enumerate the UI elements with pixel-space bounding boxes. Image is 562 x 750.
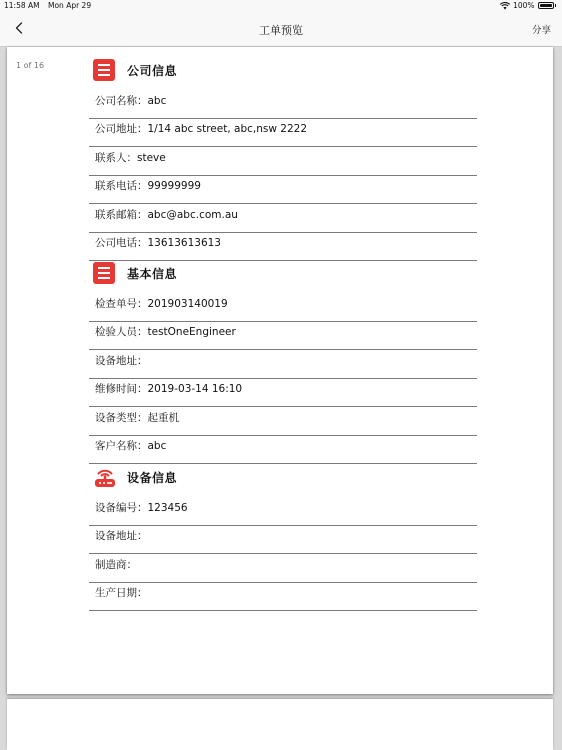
section-title: 公司信息 (127, 63, 178, 78)
status-left (4, 1, 91, 10)
field-manufacturer: 制造商： (89, 554, 477, 583)
section-header-equipment (93, 465, 177, 489)
next-page-preview[interactable] (7, 699, 553, 750)
router-icon (93, 465, 117, 489)
section-title: 设备信息 (127, 470, 178, 485)
field-contact-email: 联系邮箱：abc@abc.com.au (89, 204, 477, 233)
document-page[interactable] (7, 47, 553, 694)
section-header-company (93, 59, 177, 81)
page-counter: 1 of 16 (16, 61, 45, 70)
share-button[interactable]: 分享 (531, 25, 551, 36)
field-contact-phone: 联系电话：99999999 (89, 175, 477, 204)
page-title: 工单预览 (259, 24, 303, 37)
battery-percent: 100% (513, 1, 535, 10)
field-contact-person: 联系人：steve (89, 147, 477, 176)
field-inspector: 检验人员：testOneEngineer (89, 321, 477, 350)
wifi-icon (500, 2, 510, 10)
status-bar (0, 0, 562, 12)
field-company-name: 公司名称：abc (89, 90, 477, 119)
field-equipment-number: 设备编号：123456 (89, 497, 477, 526)
field-company-phone: 公司电话：13613613613 (89, 232, 477, 261)
field-customer-name: 客户名称：abc (89, 435, 477, 464)
document-icon (93, 59, 115, 81)
navigation-bar (0, 12, 562, 47)
field-production-date: 生产日期： (89, 582, 477, 611)
field-equipment-address: 设备地址： (89, 350, 477, 379)
field-equipment-location: 设备地址： (89, 525, 477, 554)
field-company-address: 公司地址：1/14 abc street, abc,nsw 2222 (89, 118, 477, 147)
status-right (500, 1, 556, 10)
battery-tip (555, 4, 557, 7)
status-time: 11:58 AM (4, 1, 40, 10)
section-header-basic (93, 262, 177, 284)
field-equipment-type: 设备类型：起重机 (89, 407, 477, 436)
status-date: Mon Apr 29 (48, 1, 92, 10)
battery-icon (538, 2, 554, 9)
section-title: 基本信息 (127, 266, 178, 281)
field-repair-time: 维修时间：2019-03-14 16:10 (89, 378, 477, 407)
document-icon (93, 262, 115, 284)
field-inspection-number: 检查单号：201903140019 (89, 293, 477, 322)
